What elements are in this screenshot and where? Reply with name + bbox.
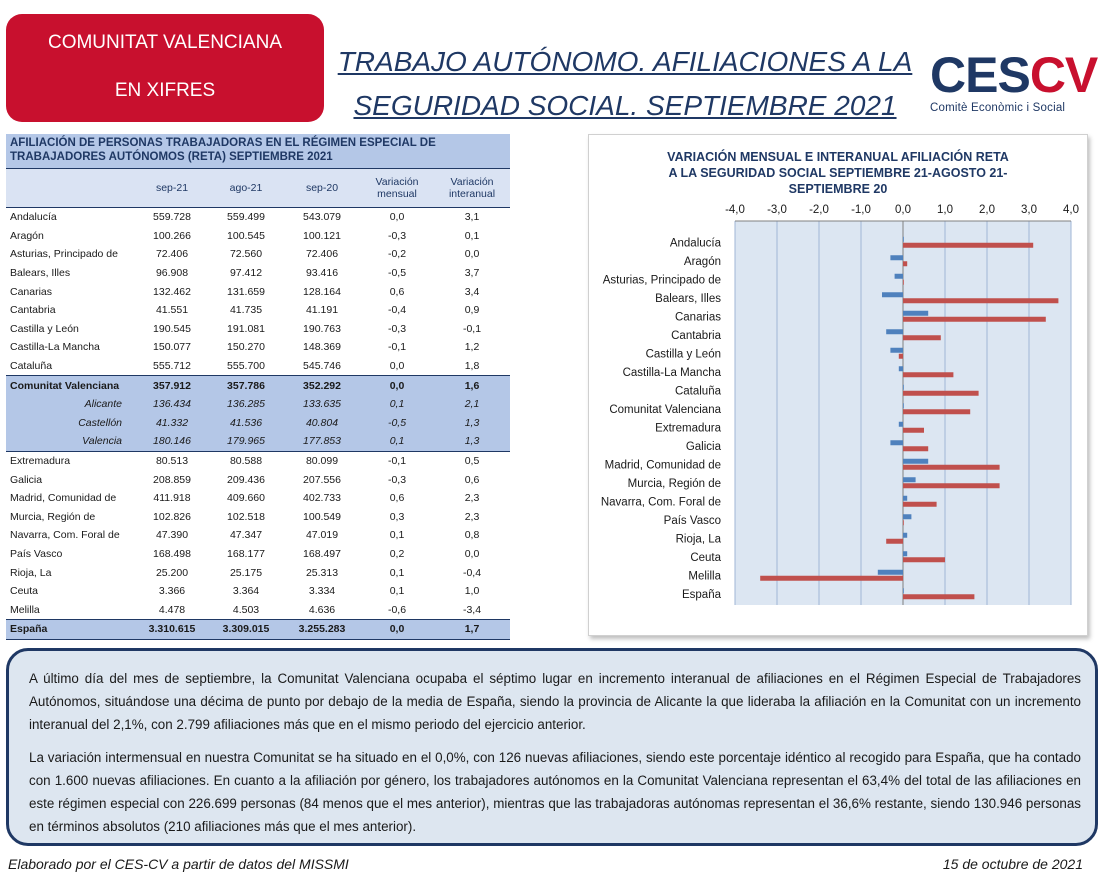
chart-title-line: VARIACIÓN MENSUAL E INTERANUAL AFILIACIÓN RETA bbox=[667, 150, 1009, 164]
bar-annual bbox=[903, 243, 1033, 248]
table-row bbox=[6, 245, 510, 264]
row-name: Melilla bbox=[10, 603, 40, 616]
row-value: 100.121 bbox=[303, 229, 341, 242]
row-value: 25.175 bbox=[229, 566, 263, 579]
row-name: Aragón bbox=[10, 229, 44, 242]
x-tick-label: -3,0 bbox=[767, 204, 787, 216]
table-row bbox=[6, 582, 510, 601]
bar-annual bbox=[903, 502, 937, 507]
x-tick-label: 3,0 bbox=[1021, 204, 1037, 216]
row-value: 3.310.615 bbox=[136, 620, 208, 640]
row-value: 0,1 bbox=[464, 229, 480, 242]
row-value: -0,2 bbox=[387, 248, 407, 261]
y-category-label: Comunitat Valenciana bbox=[609, 403, 721, 416]
row-value: 559.499 bbox=[227, 211, 265, 224]
x-tick-label: 4,0 bbox=[1063, 204, 1079, 216]
chart-plot bbox=[589, 135, 1087, 635]
row-value: 545.746 bbox=[303, 360, 341, 373]
footer-source: Elaborado por el CES-CV a partir de datos del MISSMI bbox=[8, 856, 349, 872]
row-value: 0,2 bbox=[389, 547, 405, 560]
row-value: 0,0 bbox=[389, 360, 405, 373]
row-value: 3.366 bbox=[158, 585, 186, 598]
bar-monthly bbox=[903, 385, 904, 390]
bar-monthly bbox=[903, 459, 928, 464]
row-value: 100.266 bbox=[153, 229, 191, 242]
bar-annual bbox=[903, 520, 904, 525]
table-row bbox=[6, 282, 510, 301]
bar-annual bbox=[760, 576, 903, 581]
logo-mark bbox=[930, 47, 1098, 103]
y-category-label: Galicia bbox=[685, 440, 721, 453]
row-value: 3.309.015 bbox=[208, 620, 284, 640]
row-value: 41.735 bbox=[229, 304, 263, 317]
bar-monthly bbox=[903, 514, 911, 519]
row-value: 0,1 bbox=[389, 585, 405, 598]
y-category-label: Castilla-La Mancha bbox=[622, 366, 721, 379]
page-title bbox=[330, 40, 920, 128]
row-value: 352.292 bbox=[284, 376, 360, 395]
row-name: Rioja, La bbox=[10, 566, 52, 579]
title-line-2: SEGURIDAD SOCIAL. SEPTIEMBRE 2021 bbox=[353, 90, 897, 121]
y-category-label: Castilla y León bbox=[645, 348, 721, 361]
x-tick-label: 2,0 bbox=[979, 204, 995, 216]
row-value: 191.081 bbox=[227, 322, 265, 335]
row-value: 136.434 bbox=[136, 395, 208, 414]
badge-line-1: COMUNITAT VALENCIANA bbox=[47, 32, 282, 53]
bar-monthly bbox=[878, 570, 903, 575]
row-value: 128.164 bbox=[303, 285, 341, 298]
row-value: -0,3 bbox=[387, 322, 407, 335]
table-header-row bbox=[6, 169, 510, 208]
row-name: Alicante bbox=[6, 395, 136, 414]
y-category-label: Rioja, La bbox=[675, 533, 721, 546]
bar-annual bbox=[903, 428, 924, 433]
row-value: 150.270 bbox=[227, 341, 265, 354]
row-value: 168.177 bbox=[227, 547, 265, 560]
bar-monthly bbox=[899, 422, 903, 427]
row-value: 0,0 bbox=[464, 547, 480, 560]
affiliation-table-panel bbox=[6, 134, 510, 640]
table-row bbox=[6, 563, 510, 582]
bar-monthly bbox=[890, 255, 903, 260]
row-value: 47.019 bbox=[305, 529, 339, 542]
row-value: 100.545 bbox=[227, 229, 265, 242]
row-name: Madrid, Comunidad de bbox=[10, 492, 117, 505]
table-row bbox=[6, 451, 510, 470]
table-row bbox=[6, 338, 510, 357]
row-value: 555.700 bbox=[227, 360, 265, 373]
badge-line-2: EN XIFRES bbox=[114, 80, 216, 101]
table-body bbox=[6, 208, 510, 640]
row-name: Andalucía bbox=[10, 211, 57, 224]
row-value: 1,7 bbox=[434, 620, 510, 640]
row-value: 168.498 bbox=[153, 547, 191, 560]
row-value: 25.313 bbox=[305, 566, 339, 579]
ces-cv-logo bbox=[930, 47, 1098, 114]
row-value: 1,3 bbox=[434, 414, 510, 433]
col-header bbox=[6, 169, 136, 208]
row-value: 4.636 bbox=[308, 603, 336, 616]
bar-monthly bbox=[903, 496, 907, 501]
chart-title-line: A LA SEGURIDAD SOCIAL SEPTIEMBRE 21-AGOSTO 21- bbox=[668, 166, 1008, 180]
col-header: Variación mensual bbox=[360, 169, 434, 208]
table-row bbox=[6, 526, 510, 545]
row-name: Asturias, Principado de bbox=[10, 248, 118, 261]
row-name: Canarias bbox=[10, 285, 53, 298]
section-badge bbox=[6, 14, 324, 122]
table-row bbox=[6, 414, 510, 433]
row-value: 41.332 bbox=[136, 414, 208, 433]
row-value: 133.635 bbox=[284, 395, 360, 414]
row-value: 0,0 bbox=[389, 211, 405, 224]
row-value: -0,1 bbox=[462, 322, 482, 335]
y-category-label: Asturias, Principado de bbox=[602, 274, 721, 287]
row-value: 3,4 bbox=[464, 285, 480, 298]
row-value: 3,1 bbox=[464, 211, 480, 224]
row-value: 72.406 bbox=[155, 248, 189, 261]
row-value: 72.560 bbox=[229, 248, 263, 261]
bar-annual bbox=[903, 391, 979, 396]
table-row bbox=[6, 600, 510, 619]
row-value: 47.390 bbox=[155, 529, 189, 542]
bar-monthly bbox=[903, 588, 904, 593]
table-row bbox=[6, 376, 510, 395]
y-category-label: Balears, Illes bbox=[655, 292, 721, 305]
y-category-label: Canarias bbox=[674, 311, 721, 324]
y-category-label: Ceuta bbox=[690, 551, 721, 564]
row-name: Cataluña bbox=[10, 360, 53, 373]
row-value: -0,3 bbox=[387, 229, 407, 242]
y-category-label: Andalucía bbox=[669, 237, 721, 250]
bar-monthly bbox=[903, 533, 907, 538]
row-value: 0,6 bbox=[389, 492, 405, 505]
row-value: 1,8 bbox=[464, 360, 480, 373]
row-value: 190.763 bbox=[303, 322, 341, 335]
bar-monthly bbox=[903, 237, 904, 242]
row-value: 559.728 bbox=[153, 211, 191, 224]
row-value: 179.965 bbox=[208, 432, 284, 451]
row-value: 357.912 bbox=[136, 376, 208, 395]
bar-annual bbox=[903, 557, 945, 562]
row-value: 0,1 bbox=[360, 432, 434, 451]
row-value: 209.436 bbox=[227, 473, 265, 486]
row-value: 97.412 bbox=[229, 267, 263, 280]
x-tick-label: -4,0 bbox=[725, 204, 745, 216]
row-value: -0,3 bbox=[387, 473, 407, 486]
bar-monthly bbox=[903, 311, 928, 316]
row-name: Ceuta bbox=[10, 585, 39, 598]
row-name: País Vasco bbox=[10, 547, 63, 560]
table-row bbox=[6, 320, 510, 339]
commentary-box bbox=[6, 648, 1098, 846]
table-row bbox=[6, 227, 510, 246]
row-value: 41.191 bbox=[305, 304, 339, 317]
row-value: 3.255.283 bbox=[284, 620, 360, 640]
y-category-label: Extremadura bbox=[655, 422, 721, 435]
bar-annual bbox=[903, 465, 1000, 470]
row-value: 132.462 bbox=[153, 285, 191, 298]
bar-monthly bbox=[903, 477, 916, 482]
table-row bbox=[6, 208, 510, 227]
row-name: España bbox=[6, 620, 136, 640]
row-value: 80.513 bbox=[155, 455, 189, 468]
row-value: 3.334 bbox=[308, 585, 336, 598]
bar-annual bbox=[886, 539, 903, 544]
row-value: 3.364 bbox=[232, 585, 260, 598]
row-value: 0,0 bbox=[360, 376, 434, 395]
variation-chart bbox=[588, 134, 1088, 636]
row-value: 411.918 bbox=[153, 492, 191, 505]
row-name: Navarra, Com. Foral de bbox=[10, 529, 120, 542]
bar-annual bbox=[903, 317, 1046, 322]
table-title: AFILIACIÓN DE PERSONAS TRABAJADORAS EN EL RÉGIMEN ESPECIAL DE TRABAJADORES AUTÓNOMOS (RETA) SEPTIEMBRE 2021 bbox=[6, 134, 510, 168]
row-value: 0,8 bbox=[464, 529, 480, 542]
chart-title-line: SEPTIEMBRE 20 bbox=[788, 182, 888, 196]
row-value: 41.536 bbox=[208, 414, 284, 433]
row-value: 148.369 bbox=[303, 341, 341, 354]
bar-annual bbox=[903, 483, 1000, 488]
row-value: 177.853 bbox=[284, 432, 360, 451]
logo-subtitle: Comitè Econòmic i Social bbox=[930, 102, 1066, 114]
y-category-label: Murcia, Región de bbox=[627, 477, 721, 490]
y-category-label: Cantabria bbox=[671, 329, 721, 342]
row-value: 100.549 bbox=[303, 510, 341, 523]
table-row bbox=[6, 264, 510, 283]
row-value: 2,1 bbox=[434, 395, 510, 414]
table-row bbox=[6, 357, 510, 376]
bar-monthly bbox=[890, 440, 903, 445]
row-value: 0,9 bbox=[464, 304, 480, 317]
row-value: 555.712 bbox=[153, 360, 191, 373]
bar-annual bbox=[903, 372, 953, 377]
row-value: -0,1 bbox=[387, 341, 407, 354]
row-name: Castilla-La Mancha bbox=[10, 341, 100, 354]
logo-cv: CV bbox=[1029, 47, 1098, 103]
bar-annual bbox=[903, 280, 904, 285]
row-value: 3,7 bbox=[464, 267, 480, 280]
bar-monthly bbox=[890, 348, 903, 353]
row-name: Balears, Illes bbox=[10, 267, 71, 280]
row-value: 0,1 bbox=[389, 529, 405, 542]
row-name: Murcia, Región de bbox=[10, 510, 96, 523]
row-value: 0,6 bbox=[464, 473, 480, 486]
bar-monthly bbox=[903, 403, 904, 408]
table-row bbox=[6, 301, 510, 320]
row-name: Castilla y León bbox=[10, 322, 79, 335]
row-value: 72.406 bbox=[305, 248, 339, 261]
row-value: 357.786 bbox=[208, 376, 284, 395]
col-header: ago-21 bbox=[208, 169, 284, 208]
bar-annual bbox=[903, 335, 941, 340]
row-value: 168.497 bbox=[303, 547, 341, 560]
row-value: 180.146 bbox=[136, 432, 208, 451]
row-value: 0,5 bbox=[464, 455, 480, 468]
row-value: 0,1 bbox=[389, 566, 405, 579]
row-value: 102.518 bbox=[227, 510, 265, 523]
row-value: -0,4 bbox=[462, 566, 482, 579]
footer-date: 15 de octubre de 2021 bbox=[942, 856, 1083, 872]
row-value: 80.099 bbox=[305, 455, 339, 468]
row-value: 2,3 bbox=[464, 492, 480, 505]
x-tick-label: -1,0 bbox=[851, 204, 871, 216]
x-tick-label: -2,0 bbox=[809, 204, 829, 216]
bar-annual bbox=[903, 261, 907, 266]
bar-monthly bbox=[882, 292, 903, 297]
bar-monthly bbox=[895, 274, 903, 279]
row-value: 1,6 bbox=[434, 376, 510, 395]
table-row bbox=[6, 545, 510, 564]
row-value: 409.660 bbox=[227, 492, 265, 505]
row-value: 40.804 bbox=[284, 414, 360, 433]
y-category-label: País Vasco bbox=[663, 514, 721, 527]
table-row bbox=[6, 489, 510, 508]
bar-monthly bbox=[903, 551, 907, 556]
col-header: Variación interanual bbox=[434, 169, 510, 208]
row-value: 131.659 bbox=[227, 285, 265, 298]
affiliation-table bbox=[6, 168, 510, 640]
row-value: 4.478 bbox=[158, 603, 186, 616]
x-tick-label: 0,0 bbox=[895, 204, 911, 216]
table-row bbox=[6, 508, 510, 527]
y-category-label: Madrid, Comunidad de bbox=[604, 459, 721, 472]
row-value: 4.503 bbox=[232, 603, 260, 616]
y-category-label: España bbox=[681, 588, 721, 601]
row-value: 543.079 bbox=[303, 211, 341, 224]
row-name: Valencia bbox=[6, 432, 136, 451]
row-value: 136.285 bbox=[208, 395, 284, 414]
row-value: 93.416 bbox=[305, 267, 339, 280]
commentary-paragraph-2: La variación intermensual en nuestra Comunitat se ha situado en el 0,0%, con 126 nuevas afiliaciones, siendo este porcentaje idéntico al recogido para España, que ha contado con 1.600 nuevas afiliaciones. En cuanto a la afiliación por género, los trabajadores autónomos en la Comunitat Valenciana representan el 63,4% del total de las afiliaciones en este régimen especial con 226.699 personas (84 menos que el mes anterior), mientras que las trabajadoras autónomas representan el 36,6% restante, siendo 130.946 personas en términos absolutos (210 afiliaciones más que el mes anterior). bbox=[29, 750, 1081, 834]
bar-monthly bbox=[899, 366, 903, 371]
bar-annual bbox=[903, 298, 1058, 303]
row-value: 190.545 bbox=[153, 322, 191, 335]
row-name: Comunitat Valenciana bbox=[6, 376, 136, 395]
bar-annual bbox=[903, 594, 974, 599]
row-value: 1,0 bbox=[464, 585, 480, 598]
row-name: Cantabria bbox=[10, 304, 56, 317]
row-value: 402.733 bbox=[303, 492, 341, 505]
row-value: 41.551 bbox=[155, 304, 189, 317]
row-value: 96.908 bbox=[155, 267, 189, 280]
title-line-1: TRABAJO AUTÓNOMO. AFILIACIONES A LA bbox=[337, 46, 913, 77]
row-value: 0,1 bbox=[360, 395, 434, 414]
row-value: 80.588 bbox=[229, 455, 263, 468]
y-category-label: Melilla bbox=[688, 570, 721, 583]
bar-monthly bbox=[886, 329, 903, 334]
row-value: 1,2 bbox=[464, 341, 480, 354]
row-value: 102.826 bbox=[153, 510, 191, 523]
y-category-label: Aragón bbox=[683, 255, 721, 268]
table-row bbox=[6, 432, 510, 451]
logo-ces: CES bbox=[930, 47, 1030, 103]
commentary-paragraph-1: A último día del mes de septiembre, la Comunitat Valenciana ocupaba el séptimo lugar en incremento interanual de afiliaciones en el Régimen Especial de Trabajadores Autónomos, situándose una décima de punto por debajo de la media de España, siendo la provincia de Alicante la que lideraba la afiliación en la Comunitat con un incremento interanual del 2,1%, con 2.799 afiliaciones más que en el mismo periodo del ejercicio anterior. bbox=[29, 671, 1081, 732]
row-value: -0,5 bbox=[387, 267, 407, 280]
row-value: 0,0 bbox=[464, 248, 480, 261]
row-value: 0,6 bbox=[389, 285, 405, 298]
y-category-label: Cataluña bbox=[674, 385, 721, 398]
row-value: -0,1 bbox=[387, 455, 407, 468]
row-value: 0,3 bbox=[389, 510, 405, 523]
bar-annual bbox=[903, 446, 928, 451]
table-row bbox=[6, 470, 510, 489]
x-tick-label: 1,0 bbox=[937, 204, 953, 216]
table-row bbox=[6, 395, 510, 414]
bar-annual bbox=[903, 409, 970, 414]
row-name: Castellón bbox=[6, 414, 136, 433]
row-value: 0,0 bbox=[360, 620, 434, 640]
table-row bbox=[6, 620, 510, 640]
row-name: Extremadura bbox=[10, 455, 71, 468]
col-header: sep-21 bbox=[136, 169, 208, 208]
row-value: 2,3 bbox=[464, 510, 480, 523]
row-value: 25.200 bbox=[155, 566, 189, 579]
col-header: sep-20 bbox=[284, 169, 360, 208]
row-value: -3,4 bbox=[462, 603, 482, 616]
row-name: Galicia bbox=[10, 473, 43, 486]
y-category-label: Navarra, Com. Foral de bbox=[600, 496, 721, 509]
row-value: 208.859 bbox=[153, 473, 191, 486]
row-value: -0,6 bbox=[387, 603, 407, 616]
row-value: -0,4 bbox=[387, 304, 407, 317]
row-value: 1,3 bbox=[434, 432, 510, 451]
row-value: -0,5 bbox=[360, 414, 434, 433]
row-value: 207.556 bbox=[303, 473, 341, 486]
bar-annual bbox=[899, 354, 903, 359]
row-value: 150.077 bbox=[153, 341, 191, 354]
row-value: 47.347 bbox=[229, 529, 263, 542]
